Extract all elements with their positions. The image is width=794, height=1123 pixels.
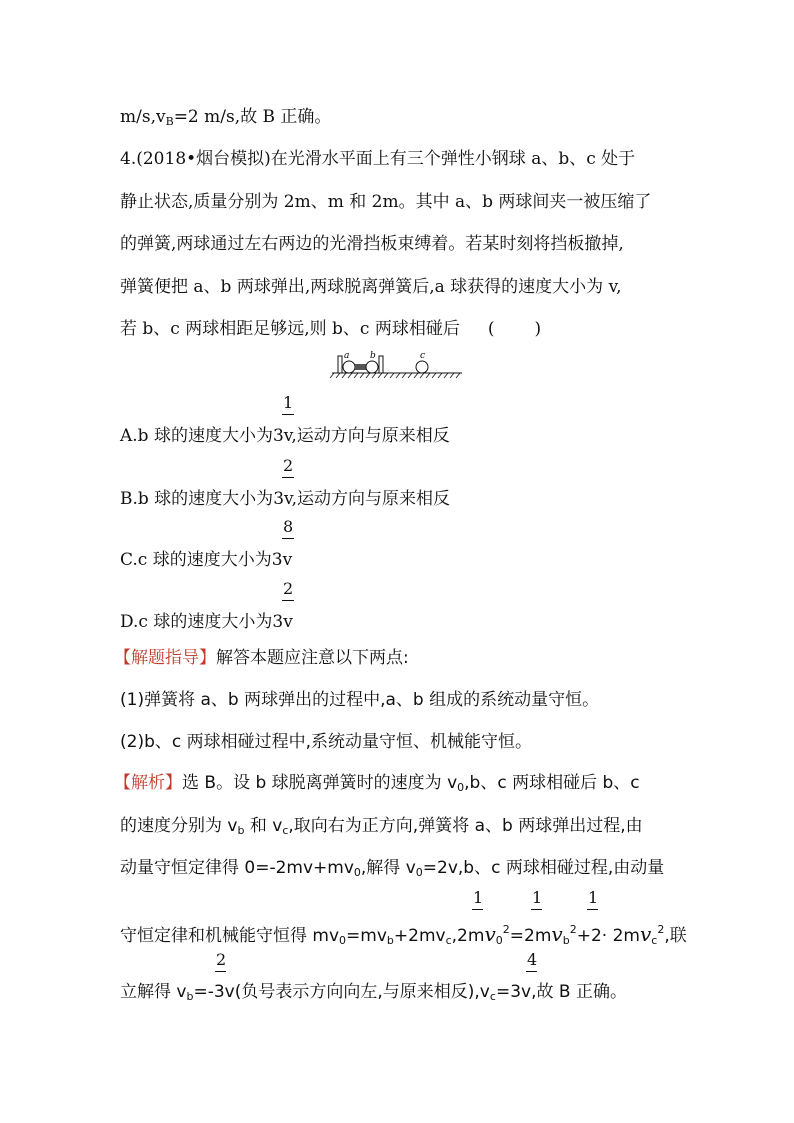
analysis-4j: ,联 xyxy=(664,926,687,946)
question-line-3: 的弹簧,两球通过左右两边的光滑挡板束缚着。若某时刻将挡板撤掉, xyxy=(120,234,624,254)
analysis-5e: v,故 B 正确。 xyxy=(521,982,627,1002)
analysis-3b: ,解得 v xyxy=(360,858,416,878)
option-d-denominator: 3 xyxy=(272,612,284,632)
label-b: b xyxy=(370,351,376,361)
ball-c xyxy=(416,361,428,373)
option-d-fraction-bar xyxy=(282,600,294,601)
question-number: 4. xyxy=(120,149,137,169)
vb-numerator: 2 xyxy=(216,950,227,969)
option-b-prefix: B.b 球的速度大小为 xyxy=(120,489,274,509)
analysis-4i: · 2m xyxy=(601,926,640,946)
sub-0: 0 xyxy=(415,866,423,879)
sub-c: c xyxy=(651,934,658,947)
analysis-3c: =2v,b、c 两球相碰过程,由动量 xyxy=(422,858,665,878)
question-line-1 xyxy=(120,147,635,171)
guide-intro-text: 解答本题应注意以下两点: xyxy=(216,648,409,668)
option-a-fraction-bar xyxy=(282,414,294,415)
question-line-5 xyxy=(120,317,541,341)
question-line-4: 弹簧便把 a、b 两球弹出,两球脱离弹簧后,a 球获得的速度大小为 v, xyxy=(120,277,622,297)
analysis-5a: 立解得 v xyxy=(120,982,187,1002)
vb-symbol: v xyxy=(551,922,563,946)
analysis-4b: =mv xyxy=(346,926,387,946)
question-text-1: 在光滑水平面上有三个弹性小钢球 a、b、c 处于 xyxy=(270,149,636,169)
analysis-3a: 动量守恒定律得 0=-2mv+mv xyxy=(120,858,354,878)
prev-text: m/s,v xyxy=(120,107,166,127)
option-a-suffix: v,运动方向与原来相反 xyxy=(283,426,450,446)
question-text-5: 若 b、c 两球相距足够远,则 b、c 两球相碰后 xyxy=(120,319,460,339)
option-d-prefix: D.c 球的速度大小为 xyxy=(120,612,273,632)
half-2-den: 2 xyxy=(524,926,535,946)
option-b-denominator: 3 xyxy=(273,489,285,509)
analysis-4e: m xyxy=(467,926,485,946)
question-source: (2018•烟台模拟) xyxy=(136,149,271,169)
option-a-numerator: 1 xyxy=(283,393,294,412)
sub-b: b xyxy=(386,934,394,947)
ball-a xyxy=(343,361,355,373)
analysis-2a: 的速度分别为 v xyxy=(120,816,238,836)
half-1-den: 2 xyxy=(457,926,468,946)
analysis-4f: = xyxy=(509,926,524,946)
analysis-4g: m xyxy=(534,926,552,946)
option-c-suffix: v xyxy=(282,550,293,570)
sub-c: c xyxy=(445,934,452,947)
answer-paren-open: ( xyxy=(487,319,495,339)
sub-0: 0 xyxy=(495,934,503,947)
analysis-tag: 【解析】 xyxy=(114,773,182,793)
half-3-den: 2 xyxy=(590,926,602,946)
analysis-5d: = xyxy=(495,982,511,1002)
analysis-4d: , xyxy=(451,926,458,946)
left-baffle xyxy=(338,356,342,373)
option-d-suffix: v xyxy=(283,612,293,632)
option-a-denominator: 3 xyxy=(272,426,284,446)
analysis-line-2 xyxy=(120,814,643,843)
half-3-bar xyxy=(587,909,598,910)
prev-answer-line xyxy=(120,105,331,134)
ground-hatching xyxy=(330,373,460,378)
option-b-numerator: 2 xyxy=(283,456,294,475)
option-a-prefix: A.b 球的速度大小为 xyxy=(120,426,273,446)
ball-b xyxy=(366,361,378,373)
analysis-4c: +2mv xyxy=(393,926,446,946)
analysis-line-1 xyxy=(114,771,640,800)
guide-point-2: (2)b、c 两球相碰过程中,系统动量守恒、机械能守恒。 xyxy=(120,732,533,752)
option-b-suffix: v,运动方向与原来相反 xyxy=(284,489,451,509)
vc-numerator: 4 xyxy=(527,950,538,969)
option-b-fraction-bar xyxy=(282,477,294,478)
vc-bar xyxy=(526,971,537,972)
sq-1: 2 xyxy=(502,923,510,936)
right-baffle xyxy=(379,356,383,373)
compressed-spring xyxy=(355,364,366,370)
question-line-2: 静止状态,质量分别为 2m、m 和 2m。其中 a、b 两球间夹一被压缩了 xyxy=(120,192,652,212)
sub-0: 0 xyxy=(457,781,465,794)
analysis-line-5 xyxy=(120,980,627,1009)
sub-c: c xyxy=(282,824,289,837)
label-a: a xyxy=(344,351,350,361)
analysis-5c: v(负号表示方向向左,与原来相反),v xyxy=(224,982,490,1002)
guide-tag: 【解题指导】 xyxy=(114,648,216,668)
half-2-numerator: 1 xyxy=(532,888,543,907)
vc-symbol: v xyxy=(639,922,652,946)
analysis-1b: ,b、c 两球相碰后 b、c xyxy=(464,773,640,793)
sq-3: 2 xyxy=(657,923,665,936)
analysis-line-4 xyxy=(120,918,687,953)
option-d-numerator: 2 xyxy=(283,579,294,598)
sub-c: c xyxy=(489,990,496,1003)
prev-sub: B xyxy=(165,115,174,128)
half-2-bar xyxy=(531,909,542,910)
option-c-denominator: 3 xyxy=(271,550,283,570)
option-c-fraction-bar xyxy=(282,538,294,539)
option-c-prefix: C.c 球的速度大小为 xyxy=(120,550,272,570)
sub-0: 0 xyxy=(339,934,347,947)
balls-figure xyxy=(328,350,466,380)
half-1-numerator: 1 xyxy=(473,888,484,907)
label-c: c xyxy=(420,351,426,361)
analysis-5b: =- xyxy=(193,982,214,1002)
half-3-numerator: 1 xyxy=(588,888,599,907)
sub-b: b xyxy=(562,934,570,947)
half-1-bar xyxy=(472,909,483,910)
analysis-2b: 和 v xyxy=(244,816,283,836)
guide-point-1: (1)弹簧将 a、b 两球弹出的过程中,a、b 组成的系统动量守恒。 xyxy=(120,690,600,710)
analysis-4a: 守恒定律和机械能守恒得 mv xyxy=(120,926,340,946)
analysis-4h: + xyxy=(576,926,591,946)
sub-b: b xyxy=(186,990,194,1003)
prev-rest: =2 m/s,故 B 正确。 xyxy=(173,107,332,127)
answer-paren-close: ) xyxy=(534,319,542,339)
analysis-2c: ,取向右为正方向,弹簧将 a、b 两球弹出过程,由 xyxy=(288,816,643,836)
vb-den: 3 xyxy=(213,982,225,1002)
sub-b: b xyxy=(237,824,245,837)
sq-2: 2 xyxy=(569,923,577,936)
vb-bar xyxy=(215,971,226,972)
vc-den: 3 xyxy=(510,982,522,1002)
analysis-line-3 xyxy=(120,856,664,885)
option-c-numerator: 8 xyxy=(283,517,294,536)
v0-symbol: v xyxy=(484,922,496,946)
guide-intro xyxy=(114,646,409,670)
sub-0: 0 xyxy=(353,866,361,879)
analysis-1a: 选 B。设 b 球脱离弹簧时的速度为 v xyxy=(182,773,458,793)
